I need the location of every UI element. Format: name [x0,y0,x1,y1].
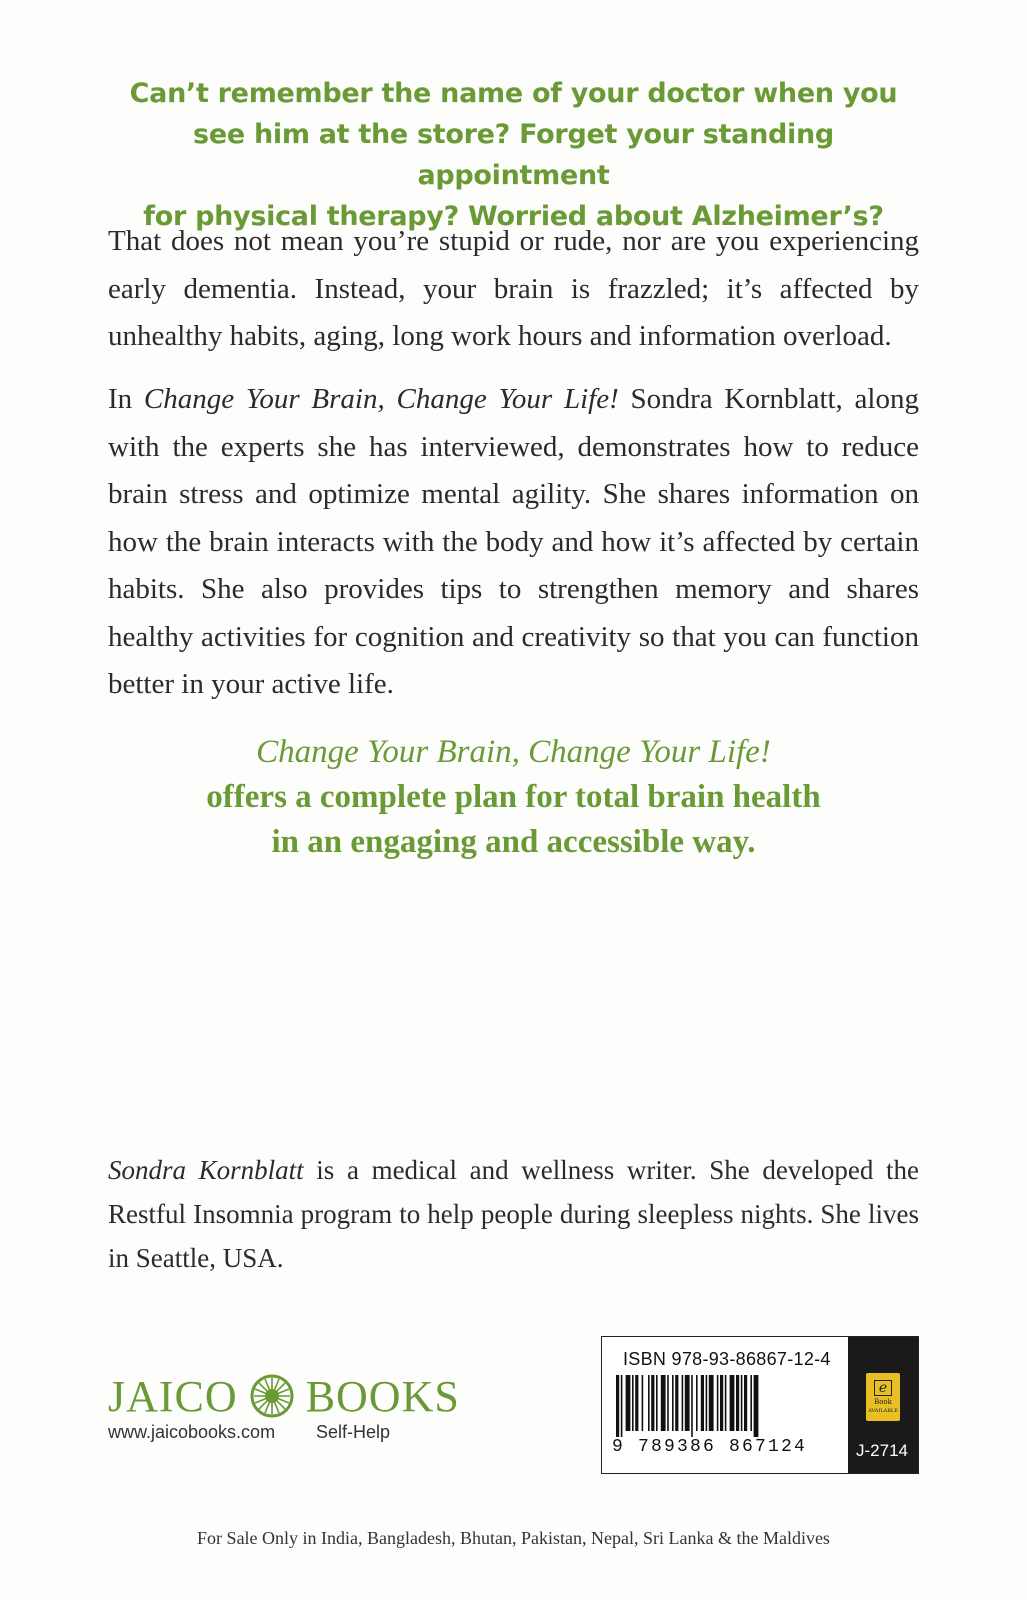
barcode-bar [682,1375,684,1431]
barcode-bar [736,1375,739,1431]
description-prefix: In [108,383,144,415]
publisher-name-right: BOOKS [305,1371,460,1421]
headline [108,73,919,237]
barcode-bar [632,1375,634,1431]
barcode-panel [601,1336,919,1474]
barcode-bar [685,1375,690,1431]
headline-line-2: see him at the store? Forget your standing appointment [193,119,834,191]
sun-wheel-icon [250,1374,294,1418]
barcode-bar [635,1375,638,1431]
ebook-book-label: Book [874,1398,892,1406]
barcode-bar [717,1375,719,1431]
barcode-bar [720,1375,723,1431]
barcode-bar [725,1375,727,1431]
author-bio-text: is a medical and wellness writer. She developed the Restful Insomnia program to help people during sleepless nights. She lives in Seattle, USA. [108,1155,919,1273]
book-category: Self-Help [316,1422,391,1442]
ebook-available-badge [866,1373,900,1421]
barcode-bar [616,1375,619,1437]
ebook-available-label: AVAILABLE [868,1408,898,1414]
barcode-bar [651,1375,654,1431]
barcode-bar [621,1375,623,1437]
publisher-logo [108,1372,460,1420]
headline-line-1: Can’t remember the name of your doctor when you [129,78,898,109]
intro-paragraph: That does not mean you’re stupid or rude, nor are you experiencing early dementia. Instead, your brain is frazzled; it’s affected by unhealthy habits, aging, long work hours and information overload. [108,225,919,352]
isbn-label: ISBN 978-93-86867-12-4 [623,1349,831,1369]
barcode-bar [675,1375,678,1431]
barcode-bars [616,1375,824,1437]
barcode-bar [648,1375,650,1431]
barcode-bar [744,1375,747,1431]
tagline [108,730,919,865]
sale-territory-notice: For Sale Only in India, Bangladesh, Bhutan, Pakistan, Nepal, Sri Lanka & the Maldives [197,1528,830,1548]
tagline-line-3: in an engaging and accessible way. [271,824,756,860]
barcode-bar [701,1375,704,1431]
tagline-line-1: Change Your Brain, Change Your Life! [256,734,771,770]
book-title-inline: Change Your Brain, Change Your Life! [143,383,619,415]
barcode-bar [667,1375,669,1431]
barcode-bar [642,1375,644,1431]
catalog-code: J-2714 [856,1441,908,1460]
barcode-bar [691,1375,693,1437]
barcode-bar [661,1375,666,1431]
publisher-name-left: JAICO [108,1371,238,1421]
barcode-side-strip [848,1337,918,1473]
barcode-main [602,1337,848,1473]
headline-line-3: for physical therapy? Worried about Alzheimer’s? [143,201,884,232]
author-name: Sondra Kornblatt [108,1155,304,1185]
barcode-bar [706,1375,708,1431]
barcode-digits: 9 789386 867124 [612,1437,808,1457]
barcode-bar [656,1375,658,1431]
barcode-bar [696,1375,698,1431]
author-bio [108,1148,919,1280]
tagline-line-2: offers a complete plan for total brain health [206,779,821,815]
description-paragraph [108,376,919,709]
barcode-bar [672,1375,674,1431]
barcode-bar [709,1375,714,1431]
barcode-bar [741,1375,743,1431]
barcode-bar [626,1375,631,1431]
barcode-bar [754,1375,759,1437]
barcode-bar [730,1375,735,1431]
ebook-e-icon: e [874,1380,892,1396]
barcode-bar [750,1375,752,1431]
description-body: Sondra Kornblatt, along with the experts she has interviewed, demonstrates how to reduce brain stress and optimize mental agility. She shares information on how the brain interacts with the body and how it’s affected by certain habits. She also provides tips to strengthen memory and shares healthy activities for cognition and creativity so that you can function better in your active life. [108,383,919,700]
publisher-website[interactable]: www.jaicobooks.com [108,1422,276,1442]
